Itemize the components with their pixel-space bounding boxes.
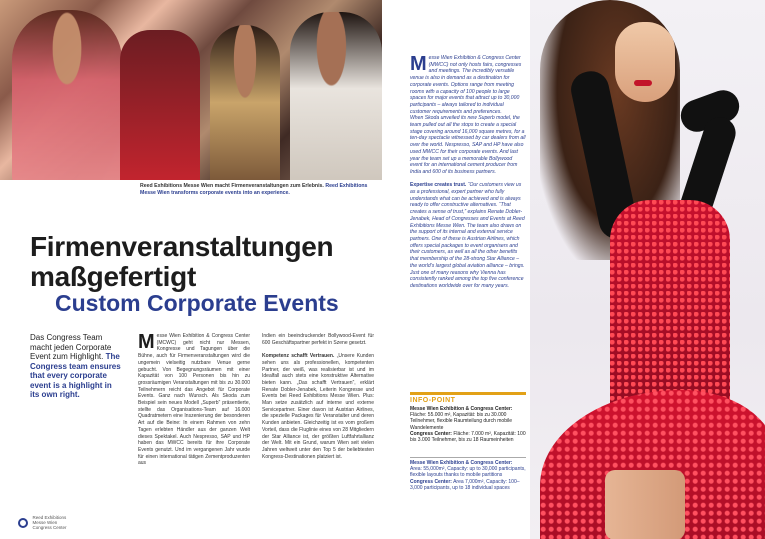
english-column-heading: Expertise creates trust. [410,182,467,189]
intro-en: The Congress team ensures that every corporate event is a highlight in its own right. [30,352,121,399]
photo-smiling-man-figure [290,12,382,180]
intro-de: Das Congress Team macht jeden Corporate Event zum Highlight. [30,333,112,361]
german-column-2-text-a: Indien ein beeindruckender Bollywood-Event für 600 Geschäftspartner perfekt in Szene gesetzt. [262,333,374,346]
right-page [382,0,765,539]
dancer-photo [530,0,765,539]
german-column-2-heading: Kompetenz schafft Vertrauen. [262,353,335,360]
info-point-german [410,406,526,443]
german-column-1 [138,333,250,467]
photo-girl-figure [12,10,122,180]
logo-mark-icon [18,518,28,528]
photo-smiling-woman-figure [210,25,280,180]
photo-caption [140,183,375,196]
logo-line-3: Congress Center [32,525,67,531]
caption-de: Reed Exhibitions Messe Wien macht Firmenveranstaltungen zum Erlebnis. [140,183,324,189]
title-english: Custom Corporate Events [55,290,339,316]
dancer-legs [605,470,685,539]
intro-paragraph [30,333,122,400]
info-point-heading: INFO-POINT [410,392,526,404]
photo-woman-red-figure [120,30,200,180]
logo-line-1: Reed Exhibitions [32,515,67,521]
info-de-congress: Congress Center: [410,430,452,437]
english-column [410,55,526,290]
english-column-text-b: When Skoda unveiled its new Superb model, the team pulled out all the stops to create a special stage covering around 16,000 square metres, for a ten-day spectacle witnessed by car dealers from all over the world. Nespresso, SAP and HP have also used MWCC for their corporate events. And last year the team set up a memorable Bollywood event for an international cement producer from India and 600 of its business partners. [410,115,526,175]
info-de-congress-text: Fläche: 7.000 m², Kapazität: 100 bis 3.000 Teilnehmer, bis zu 18 Raumeinheiten [410,430,526,444]
dancer-lips [634,80,652,86]
german-column-1-text: esse Wien Exhibition & Congress Center (MCWC) geht nicht nur Messen, Kongresse und Tagungen über die Bühne, auch für Firmenveranstaltungen wird die ungemein vielseitig nutzbare Venue gerne gebucht. Von Begegnungsräumen mit einer Kapazität von 100 Personen bis hin zu grossräumigen Veranstaltungen mit bis zu 30.000 Teilnehmern reicht das Angebot für Corporate Events. Ganz nach Wunsch. Als Skoda zum Beispiel sein neues Modell „Superb“ präsentierte, stellte das Organisations-Team auf 16.000 Quadratmetern eine Inszenierung der besonderen Art auf die Beine: In einem Rahmen von zehn Tagen erlebten Händler aus der ganzen Welt dieses Spektakel. Auch Nespresso, SAP und HP haben das MWCC bereits für ihre Corporate Events genutzt. Und im vergangenen Jahr wurde für einen international tätigen Zementproduzenten aus [138,333,250,467]
info-divider [410,457,526,458]
info-en-congress: Congress Center: [410,478,452,485]
logo-line-2: Messe Wien [32,520,58,526]
dancer-face [615,22,675,102]
english-column-text-a: esse Wien Exhibition & Congress Center (MWCC) not only hosts fairs, congresses and meetings. The incredibly versatile venue is also in demand as a destination for corporate events. Options range from meeting rooms with a capacity of 100 people to large spaces for major events that attract up to 30,000 participants – always tailored to individual customer requirements and preferences. [410,55,522,115]
english-column-text-c: “Our customers view us as a professional, expert partner who fully understands what can be achieved and is always ready to offer constructive alternatives. “That creates a sense of trust,” explains Renate Dobler-Jenabek, Head of Congresses and Events at Reed Exhibitions Messe Wien. The team also draws on the support of its internal and external service partners. One of these is Austrian Airlines, which offers special packages to event organisers and their customers, as well as all the other benefits that membership of the 28-strong Star Alliance – the world’s largest global aviation alliance – brings. Just one of many reasons why Vienna has consistently ranked among the top five conference destinations worldwide over for many years. [410,182,525,289]
german-column-2 [262,333,374,460]
info-de-venue: Messe Wien Exhibition & Congress Center: [410,406,513,412]
audience-photo [0,0,382,180]
info-point-english [410,460,526,491]
german-column-2-text-b: „Unsere Kunden sehen uns als professionellen, kompetenten Partner, der weiß, was realisierbar ist und im Idealfall auch stets eine konstruktive Alternative bieten kann. „Das schafft Vertrauen“, erklärt Renate Dobler-Jenabek, Leiterin Kongresse und Events bei Reed Exhibitions Messe Wien. Plus: Man setze zusätzlich auf interne und externe Servicepartner. Einer davon ist Austrian Airlines, die spezielle Packages für Veranstalter und deren Kunden anbieten. Gleichzeitig ist es vom großem Vorteil, dass die Fluglinie eines von 28 Mitgliedern der Star Alliance ist, der größten Luftfahrtallianz der Welt. Mit ein Grund, warum Wien seit vielen Jahren weltweit unter den Top 5 der beliebtesten Kongress-Destinationen platziert ist. [262,353,375,460]
info-en-venue: Messe Wien Exhibition & Congress Center: [410,460,513,466]
reed-exhibitions-logo [18,514,98,532]
info-de-venue-text: Fläche: 55.000 m², Kapazität: bis zu 30.000 Teilnehmer, flexible Raumteilung durch mobile Wandelemente [410,412,512,431]
info-en-congress-text: Area 7,000m², Capacity: 100–3,000 participants, up to 18 individual spaces [410,478,520,491]
dropcap-de: M [138,331,155,353]
logo-text [32,515,66,530]
dropcap-en: M [410,53,427,75]
title-german: Firmenveranstaltungen maßgefertigt [30,231,334,292]
caption-en: Reed Exhibitions Messe Wien transforms corporate events into an experience. [140,183,368,196]
info-en-venue-text: Area: 55,000m², Capacity: up to 30,000 participants, flexible layouts thanks to mobile partitions [410,466,526,479]
left-page [0,0,382,539]
